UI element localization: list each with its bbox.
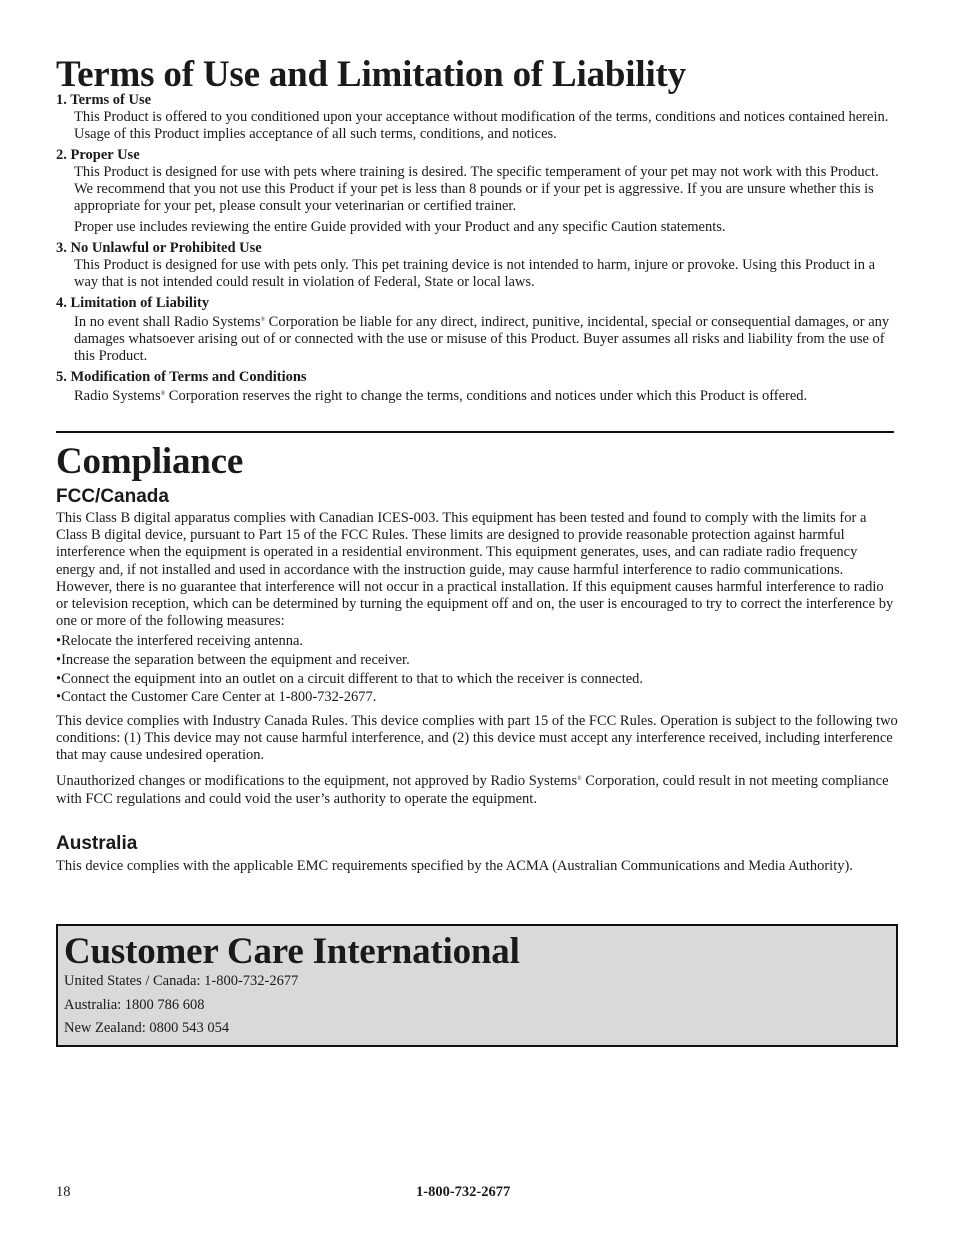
term-paragraph [74, 386, 898, 405]
unauthorized-changes-paragraph [56, 771, 898, 807]
customer-care-title: Customer Care International [64, 931, 520, 972]
term-item [56, 240, 898, 291]
term-item [56, 92, 898, 143]
term-paragraph: This Product is designed for use with pets only. This pet training device is not intended to harm, injure or provoke. Using this Product in a way that is not intended could result in violation of Federal, State or local laws. [74, 257, 876, 290]
registered-mark: ® [160, 391, 166, 397]
term-item [56, 295, 898, 365]
industry-canada-paragraph: This device complies with Industry Canada Rules. This device complies with part 15 of the FCC Rules. Operation is subject to the following two conditions: (1) This device may not cause harmful interference, and (2) this device must accept any interference received, including interference that may cause undesired operation. [56, 712, 898, 764]
term-item [56, 369, 898, 405]
page-number: 18 [56, 1184, 71, 1200]
term-body [74, 164, 898, 236]
fcc-canada-heading: FCC/Canada [56, 486, 169, 507]
contact-line: Australia: 1800 786 608 [64, 996, 205, 1013]
paragraph-text: Unauthorized changes or modifications to the equipment, not approved by Radio Systems [56, 773, 578, 790]
customer-care-contacts [64, 970, 298, 1041]
term-heading: 1. Terms of Use [56, 92, 152, 108]
term-body [74, 109, 898, 143]
term-heading: 2. Proper Use [56, 147, 140, 163]
registered-mark: ® [577, 776, 582, 783]
term-paragraph: This Product is designed for use with pets where training is desired. The specific temperament of your pet may not work with this Product. We recommend that you not use this Product if your pet is less than 8 pounds or if your pet is aggressive. If you are unsure whether this is appropriate for your pet, please consult your veterinarian or certified trainer. [74, 164, 879, 214]
term-paragraph [74, 312, 898, 365]
compliance-title: Compliance [56, 441, 244, 482]
term-text: Corporation be liable for any direct, indirect, punitive, incidental, special or consequential damages, or any damages whatsoever arising out of or connected with the use or misuse of this Product. Buyer assumes all risks and liability from the use of this Product. [74, 314, 890, 364]
list-item: •Connect the equipment into an outlet on a circuit different to that to which the receiver is connected. [56, 670, 644, 687]
term-body [74, 312, 898, 365]
list-item: •Increase the separation between the equipment and receiver. [56, 652, 410, 669]
term-paragraph: This Product is offered to you conditioned upon your acceptance without modification of the terms, conditions and notices contained herein. Usage of this Product implies acceptance of all such terms, conditions, and notices. [74, 109, 889, 142]
contact-line: United States / Canada: 1-800-732-2677 [64, 973, 299, 989]
term-body [74, 386, 898, 405]
term-text: Corporation reserves the right to change the terms, conditions and notices under which this Product is offered. [165, 388, 808, 404]
list-item: •Contact the Customer Care Center at 1-800-732-2677. [56, 689, 377, 706]
section-divider [56, 431, 894, 433]
footer-phone: 1-800-732-2677 [416, 1184, 511, 1200]
fcc-measures-list [56, 632, 898, 706]
fcc-intro: This Class B digital apparatus complies with Canadian ICES-003. This equipment has been tested and found to comply with the limits for a Class B digital device, pursuant to Part 15 of the FCC Rules. These limits are designed to provide reasonable protection against harmful interference when the equipment is operated in a residential environment. This equipment generates, uses, and can radiate radio frequency energy and, if not installed and used in accordance with the instruction guide, may cause harmful interference to radio communications. However, there is no guarantee that interference will not occur in a practical installation. If this equipment causes harmful interference to radio or television reception, which can be determined by turning the equipment off and on, the user is encouraged to try to correct the interference by one or more of the following measures: [56, 510, 894, 630]
term-text: In no event shall Radio Systems [74, 314, 261, 330]
registered-mark: ® [260, 317, 266, 323]
customer-care-box [56, 924, 898, 1047]
list-item: •Relocate the interfered receiving antenna. [56, 633, 304, 650]
fcc-section [56, 510, 898, 808]
terms-list [56, 92, 898, 409]
term-heading: 5. Modification of Terms and Conditions [56, 369, 307, 385]
terms-title: Terms of Use and Limitation of Liability [56, 54, 686, 95]
term-text: Radio Systems [74, 388, 161, 404]
australia-heading: Australia [56, 833, 138, 854]
term-paragraph: Proper use includes reviewing the entire Guide provided with your Product and any specific Caution statements. [74, 219, 726, 235]
contact-line: New Zealand: 0800 543 054 [64, 1020, 230, 1036]
term-heading: 4. Limitation of Liability [56, 295, 210, 311]
term-body [74, 257, 898, 291]
paragraph-text: Corporation, could result in not meeting compliance with FCC regulations and could void the user’s authority to operate the equipment. [56, 773, 889, 807]
australia-paragraph: This device complies with the applicable EMC requirements specified by the ACMA (Australian Communications and Media Authority). [56, 858, 853, 874]
term-item [56, 147, 898, 236]
term-heading: 3. No Unlawful or Prohibited Use [56, 240, 262, 256]
